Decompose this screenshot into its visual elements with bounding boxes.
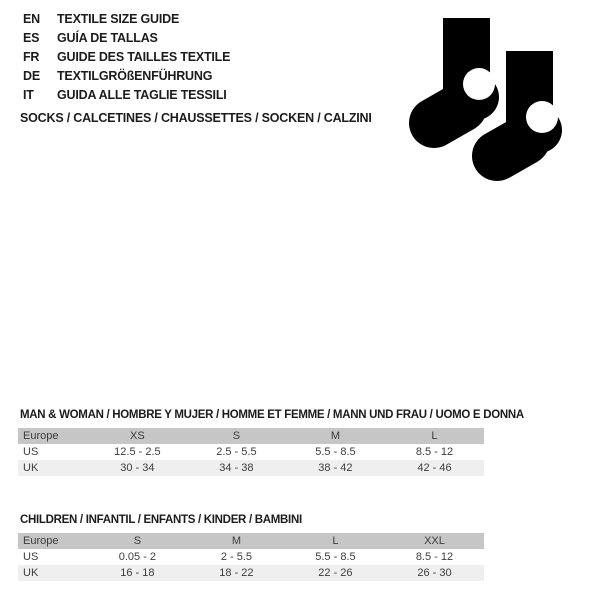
language-row-fr bbox=[23, 48, 230, 67]
column-header-size: XS bbox=[130, 430, 145, 442]
region-label: UK bbox=[23, 462, 39, 474]
column-header-size: L bbox=[332, 535, 339, 547]
socks-icon bbox=[406, 13, 571, 191]
column-header-europe: Europe bbox=[23, 535, 59, 547]
column-header-size: S bbox=[133, 535, 142, 547]
column-header-size: L bbox=[431, 430, 438, 442]
size-value: 34 - 38 bbox=[219, 462, 254, 474]
size-value: 0.05 - 2 bbox=[118, 551, 157, 563]
language-list bbox=[23, 10, 230, 105]
size-value: 18 - 22 bbox=[219, 567, 254, 579]
language-label: GUIDA ALLE TAGLIE TESSILI bbox=[57, 88, 227, 102]
column-header-size: M bbox=[231, 535, 241, 547]
category-title: SOCKS / CALCETINES / CHAUSSETTES / SOCKEN / CALZINI bbox=[20, 111, 372, 125]
children-size-table bbox=[18, 533, 484, 581]
language-code: IT bbox=[23, 88, 34, 102]
adults-header-row bbox=[18, 428, 484, 444]
table-row-uk bbox=[18, 565, 484, 581]
size-value: 22 - 26 bbox=[318, 567, 353, 579]
size-value: 2.5 - 5.5 bbox=[216, 446, 257, 458]
language-code: ES bbox=[23, 31, 40, 45]
size-value: 5.5 - 8.5 bbox=[315, 446, 356, 458]
children-header-row bbox=[18, 533, 484, 549]
table-row-uk bbox=[18, 460, 484, 476]
size-value: 12.5 - 2.5 bbox=[114, 446, 161, 458]
language-row-de bbox=[23, 67, 230, 86]
region-label: US bbox=[23, 446, 39, 458]
language-label: TEXTILE SIZE GUIDE bbox=[57, 12, 180, 26]
table-row-us bbox=[18, 444, 484, 460]
sock-back-shape bbox=[434, 18, 499, 123]
size-value: 16 - 18 bbox=[120, 567, 155, 579]
column-header-size: XXL bbox=[424, 535, 445, 547]
language-label: TEXTILGRÖßENFÜHRUNG bbox=[57, 69, 213, 83]
column-header-europe: Europe bbox=[23, 430, 59, 442]
size-value: 30 - 34 bbox=[120, 462, 155, 474]
language-row-it bbox=[23, 86, 230, 105]
size-value: 8.5 - 12 bbox=[415, 551, 454, 563]
size-value: 38 - 42 bbox=[318, 462, 353, 474]
language-label: GUÍA DE TALLAS bbox=[57, 31, 158, 45]
size-value: 5.5 - 8.5 bbox=[315, 551, 356, 563]
language-label: GUIDE DES TAILLES TEXTILE bbox=[57, 50, 231, 64]
column-header-size: S bbox=[232, 430, 241, 442]
adults-table-title: MAN & WOMAN / HOMBRE Y MUJER / HOMME ET FEMME / MANN UND FRAU / UOMO E DONNA bbox=[20, 409, 524, 421]
language-code: FR bbox=[23, 50, 40, 64]
region-label: UK bbox=[23, 567, 39, 579]
language-row-en bbox=[23, 10, 230, 29]
size-value: 26 - 30 bbox=[417, 567, 452, 579]
size-value: 42 - 46 bbox=[417, 462, 452, 474]
size-value: 2 - 5.5 bbox=[220, 551, 252, 563]
language-code: DE bbox=[23, 69, 40, 83]
column-header-size: M bbox=[330, 430, 341, 442]
size-value: 8.5 - 12 bbox=[415, 446, 454, 458]
sock-front-shape bbox=[497, 48, 567, 158]
adults-size-table bbox=[18, 428, 484, 476]
region-label: US bbox=[23, 551, 39, 563]
language-code: EN bbox=[23, 12, 40, 26]
children-table-title: CHILDREN / INFANTIL / ENFANTS / KINDER / BAMBINI bbox=[20, 514, 302, 526]
language-row-es bbox=[23, 29, 230, 48]
table-row-us bbox=[18, 549, 484, 565]
